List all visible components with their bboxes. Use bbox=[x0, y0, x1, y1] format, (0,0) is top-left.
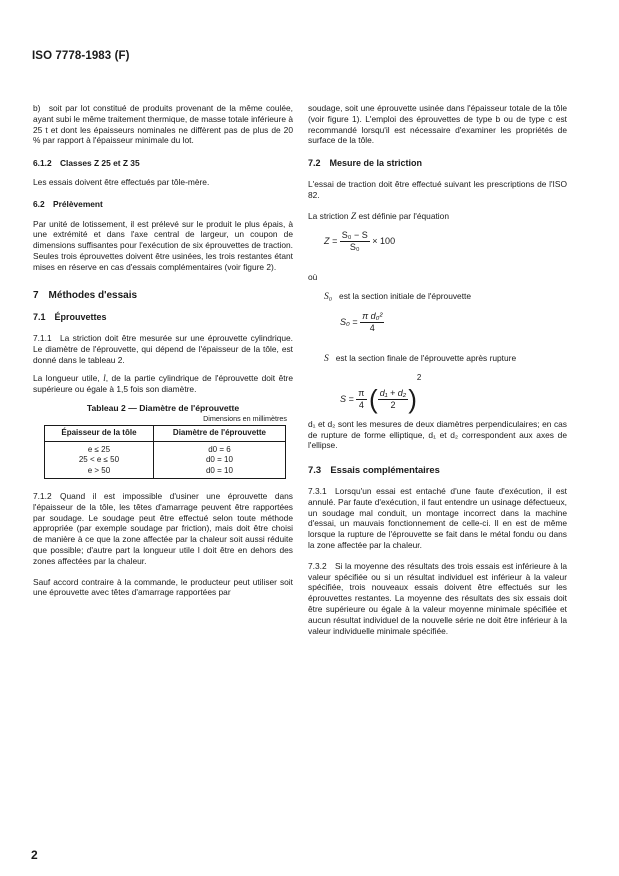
definition-s bbox=[308, 353, 567, 365]
text-span: La longueur utile, bbox=[33, 372, 104, 383]
table-title: Tableau 2 — Diamètre de l'éprouvette bbox=[86, 403, 240, 414]
eq-denominator: 2 bbox=[390, 399, 396, 410]
left-paren: ( bbox=[369, 383, 378, 414]
table-2 bbox=[44, 425, 286, 479]
table-row bbox=[45, 441, 286, 455]
right-column bbox=[308, 103, 567, 636]
paragraph-6-2: Par unité de lotissement, il est prélevé sur le produit le plus épais, à une extrémité et dans l'axe central de largeur, un coupon de dimensions suffisantes pour l'exécution de six éprouvettes de traction. Seules trois éprouvettes doivent être usinées, les trois restantes étant mises en réserve en cas d'essais complémentaires (voir figure 2). bbox=[33, 218, 293, 272]
paragraph-striction-def bbox=[308, 211, 567, 223]
var-l: l bbox=[103, 373, 106, 384]
paragraph-7-1-1: 7.1.1 La striction doit être mesurée sur une éprouvette cylindrique. Le diamètre de l'éprouvette, qui dépend de l'épaisseur de la tôle, est donné dans le tableau 2. bbox=[33, 333, 293, 365]
table-header-diameter: Diamètre de l'éprouvette bbox=[153, 425, 285, 441]
table-cell: e ≤ 25 bbox=[45, 441, 154, 455]
eq-denominator: S₀ bbox=[349, 242, 360, 253]
eq-lhs: S = bbox=[340, 393, 354, 404]
paragraph-7-3-2: 7.3.2 Si la moyenne des résultats des trois essais est inférieure à la valeur spécifiée ou si un résultat individuel est inférieur à la valeur spécifiée, trois nouveaux essais doivent être effectués sur les éprouvettes restantes. La moyenne des résultats des six essais doit être supérieure ou égale à la valeur moyenne minimale spécifiée et aucun résultat individuel de la nouvelle série ne doit être inférieur à la valeur individuelle minimale spécifiée. bbox=[308, 560, 567, 636]
eq-fraction bbox=[340, 230, 370, 253]
equation-s bbox=[308, 373, 567, 417]
heading-6-1-2: 6.1.2 Classes Z 25 et Z 35 bbox=[33, 158, 140, 169]
paragraph-7-2: L'essai de traction doit être effectué suivant les prescriptions de l'ISO 82. bbox=[308, 178, 567, 200]
table-cell: e > 50 bbox=[45, 466, 154, 479]
eq-numerator: π d₀² bbox=[362, 310, 383, 321]
paragraph-b: b) soit par lot constitué de produits provenant de la même coulée, ayant subi le même traitement thermique, de masse totale inférieure à 25 t et dont les épaisseurs nominales ne diffèrent pas de plus de 20 % par rapport à l'épaisseur minimale du lot. bbox=[33, 103, 293, 146]
symbol-s0: S₀ bbox=[324, 292, 333, 303]
eq-fraction bbox=[360, 311, 384, 334]
equation-striction bbox=[308, 230, 567, 270]
table-row bbox=[45, 455, 286, 466]
definition-text: est la section initiale de l'éprouvette bbox=[339, 291, 472, 302]
eq-exponent: 2 bbox=[416, 372, 422, 382]
table-units: Dimensions en millimètres bbox=[203, 413, 287, 423]
table-row bbox=[45, 466, 286, 479]
paragraph-7-3-1: 7.3.1 Lorsqu'un essai est entaché d'une faute d'exécution, il est annulé. Par faute d'exécution, il faut entendre un usinage défectueux, un soudage mal conduit, un montage incorrect dans la machine d'essai, un mauvais fonctionnement de celle-ci. Il en est de même lorsque la rupture de l'éprouvette se fait dans le métal fondu ou dans la zone affectée par la chaleur. bbox=[308, 485, 567, 550]
eq-numerator: π bbox=[358, 388, 365, 399]
heading-7: 7 Méthodes d'essais bbox=[33, 289, 138, 301]
heading-7-3: 7.3 Essais complémentaires bbox=[308, 464, 440, 476]
eq-denominator: 4 bbox=[358, 399, 364, 410]
heading-6-2: 6.2 Prélèvement bbox=[33, 198, 103, 209]
table-cell: d0 = 10 bbox=[153, 455, 285, 466]
definition-text: est la section finale de l'éprouvette après rupture bbox=[335, 352, 517, 363]
document-header: ISO 7778-1983 (F) bbox=[32, 50, 130, 62]
eq-rhs: × 100 bbox=[372, 236, 396, 247]
eq-fraction bbox=[378, 388, 409, 411]
text-span: , de la partie cylindrique de l'éprouvette doit être supérieure ou égale à 1,5 fois son diamètre. bbox=[33, 372, 293, 395]
paragraph-7-1-2: 7.1.2 Quand il est impossible d'usiner une éprouvette dans l'épaisseur de la tôle, les têtes d'amarrage peuvent être rapportées par soudage. Le soudage peut être effectué selon toute méthode appropriée (par exemple soudage par friction), mais doit être choisi de manière à ce que la zone affectée par la chaleur soit aussi réduite que possible; d'autre part la longueur utile l doit être en dehors des zones affectées par la chaleur. bbox=[33, 491, 293, 566]
right-paren: ) bbox=[408, 383, 417, 414]
eq-numerator: S₀ − S bbox=[341, 230, 368, 241]
equation-s0 bbox=[308, 311, 567, 351]
definition-s0 bbox=[308, 291, 567, 303]
var-z: Z bbox=[350, 211, 357, 222]
eq-numerator: d₁ + d₂ bbox=[379, 388, 407, 399]
table-cell: d0 = 10 bbox=[153, 466, 285, 479]
page-number: 2 bbox=[31, 848, 38, 862]
symbol-s: S bbox=[324, 353, 329, 364]
eq-lhs: Z = bbox=[324, 236, 338, 247]
table-cell: d0 = 6 bbox=[153, 441, 285, 455]
heading-7-1: 7.1 Éprouvettes bbox=[33, 312, 107, 323]
text-ou: où bbox=[308, 272, 318, 283]
paragraph-longueur-utile bbox=[33, 373, 293, 396]
table-header-thickness: Épaisseur de la tôle bbox=[45, 425, 154, 441]
paragraph-6-1-2: Les essais doivent être effectués par tôle-mère. bbox=[33, 176, 210, 187]
eq-denominator: 4 bbox=[369, 322, 375, 333]
table-cell: 25 < e ≤ 50 bbox=[45, 455, 154, 466]
eq-lhs: S₀ = bbox=[340, 316, 358, 327]
text-span: est définie par l'équation bbox=[356, 210, 449, 221]
text-span: La striction bbox=[308, 210, 351, 221]
heading-7-2: 7.2 Mesure de la striction bbox=[308, 158, 423, 169]
paragraph-d1-d2: d₁ et d₂ sont les mesures de deux diamètres perpendiculaires; en cas de rupture de forme elliptique, d₁ et d₂ correspondent aux axes de l'ellipse. bbox=[308, 418, 567, 451]
paragraph-sauf-accord: Sauf accord contraire à la commande, le producteur peut utiliser soit une éprouvette avec têtes d'amarrage rapportées par bbox=[33, 576, 293, 598]
paragraph-continuation: soudage, soit une éprouvette usinée dans l'épaisseur totale de la tôle (voir figure 1). L'emploi des éprouvettes de type b ou de type c est recommandé lorsqu'il est nécessaire d'examiner les propriétés de surface de la tôle. bbox=[308, 103, 567, 146]
eq-fraction bbox=[356, 388, 366, 411]
left-column bbox=[33, 103, 293, 598]
